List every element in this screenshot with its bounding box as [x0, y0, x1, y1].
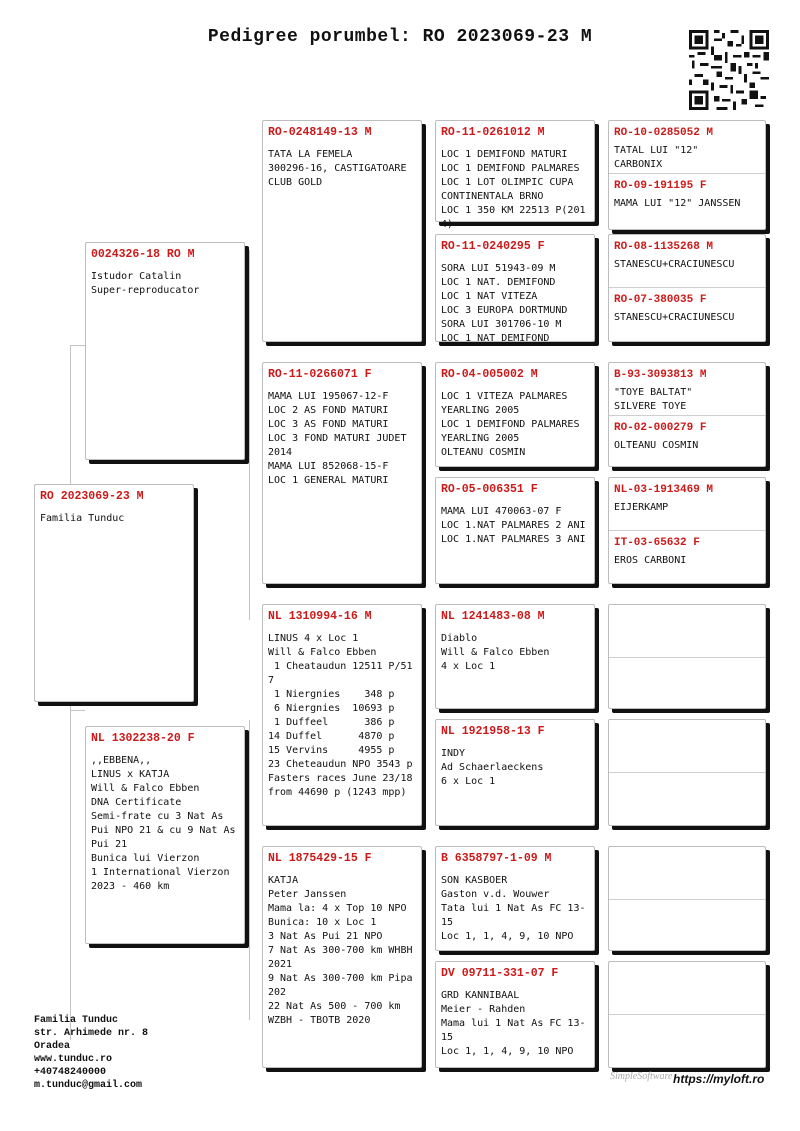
- pigeon-card[interactable]: [85, 242, 245, 460]
- pigeon-card[interactable]: [262, 604, 422, 826]
- connector-line: [596, 150, 597, 210]
- pigeon-info: LOC 1 VITEZA PALMARES YEARLING 2005 LOC 1 DEMIFOND PALMARES YEARLING 2005 OLTEANU COSMIN: [441, 391, 580, 458]
- ring-number: RO-11-0240295 F: [441, 240, 545, 253]
- ring-number: RO-11-0266071 F: [268, 368, 372, 381]
- pigeon-info: EIJERKAMP: [614, 502, 669, 513]
- connector-line: [596, 265, 597, 325]
- ring-number: RO-11-0261012 M: [441, 126, 545, 139]
- pigeon-card-pair[interactable]: [608, 120, 766, 230]
- pigeon-info: STANESCU+CRACIUNESCU: [614, 312, 735, 323]
- pigeon-cell-gen3: [436, 363, 594, 466]
- page-title: Pedigree porumbel: RO 2023069-23 M: [207, 27, 593, 47]
- pigeon-cell-gen4-empty: [609, 962, 765, 1014]
- ring-number: RO-0248149-13 M: [268, 126, 372, 139]
- ring-number: RO-09-191195 F: [614, 180, 707, 192]
- pigeon-card[interactable]: [435, 846, 595, 951]
- breeder-phone: +40748240000: [34, 1067, 107, 1078]
- pigeon-cell-gen4: [609, 173, 765, 231]
- ring-number: RO-05-006351 F: [441, 483, 538, 496]
- pigeon-cell-gen3: [436, 720, 594, 825]
- ring-number: NL-03-1913469 M: [614, 484, 714, 496]
- ring-number: NL 1875429-15 F: [268, 852, 372, 865]
- pigeon-info: TATA LA FEMELA 300296-16, CASTIGATOARE CLUB GOLD: [268, 149, 407, 188]
- pigeon-info: Diablo Will & Falco Ebben 4 x Loc 1: [441, 633, 550, 672]
- pigeon-cell-dam: [86, 727, 244, 943]
- pigeon-info: TATAL LUI "12" CARBONIX: [614, 145, 699, 170]
- pigeon-cell-gen4-empty: [609, 847, 765, 899]
- pigeon-cell-gen4: [609, 530, 765, 585]
- pigeon-cell-gen3: [436, 962, 594, 1067]
- ring-number: NL 1310994-16 M: [268, 610, 372, 623]
- pigeon-cell-gen4: [609, 415, 765, 468]
- ring-number: RO-04-005002 M: [441, 368, 538, 381]
- pigeon-card-pair[interactable]: [608, 604, 766, 709]
- pigeon-cell-gen4-empty: [609, 772, 765, 827]
- pigeon-card-pair[interactable]: [608, 362, 766, 467]
- pigeon-card-pair[interactable]: [608, 846, 766, 951]
- pigeon-cell-gen2: [263, 121, 421, 341]
- pigeon-card[interactable]: [435, 477, 595, 584]
- pigeon-info: OLTEANU COSMIN: [614, 440, 699, 451]
- pigeon-card[interactable]: [34, 484, 194, 702]
- qr-code-icon: [689, 30, 769, 110]
- pigeon-cell-gen2: [263, 363, 421, 583]
- pigeon-info: LOC 1 DEMIFOND MATURI LOC 1 DEMIFOND PALMARES LOC 1 LOT OLIMPIC CUPA CONTINENTALA BRNO LOC 1 350 KM 22513 P(201 4): [441, 149, 586, 230]
- pigeon-cell-gen3: [436, 121, 594, 230]
- pigeon-cell-gen4: [609, 235, 765, 287]
- connector-line: [423, 170, 424, 310]
- pigeon-cell-gen3: [436, 847, 594, 950]
- pigeon-info: STANESCU+CRACIUNESCU: [614, 259, 735, 270]
- ring-number: RO-02-000279 F: [614, 422, 707, 434]
- pigeon-cell-gen4-empty: [609, 605, 765, 657]
- pigeon-card[interactable]: [435, 234, 595, 342]
- pigeon-info: SORA LUI 51943-09 M LOC 1 NAT. DEMIFOND LOC 1 NAT VITEZA LOC 3 EUROPA DORTMUND SORA LUI 301706-10 M LOC 1 NAT DEMIFOND: [441, 263, 568, 344]
- pigeon-info: Istudor Catalin Super-reproducator: [91, 271, 200, 296]
- pigeon-info: GRD KANNIBAAL Meier - Rahden Mama lui 1 Nat As FC 13- 15 Loc 1, 1, 4, 9, 10 NPO: [441, 990, 586, 1057]
- pigeon-cell-gen3: [436, 605, 594, 708]
- pigeon-cell-gen2: [263, 847, 421, 1067]
- pigeon-card-pair[interactable]: [608, 234, 766, 342]
- pigeon-cell-gen3: [436, 478, 594, 583]
- pigeon-info: "TOYE BALTAT" SILVERE TOYE: [614, 387, 693, 412]
- pigeon-info: MAMA LUI 195067-12-F LOC 2 AS FOND MATURI LOC 3 AS FOND MATURI LOC 3 FOND MATURI JUDET 2014 MAMA LUI 852068-15-F LOC 1 GENERAL MATURI: [268, 391, 407, 486]
- pigeon-cell-gen4: [609, 121, 765, 173]
- pigeon-cell-subject: [35, 485, 193, 701]
- pigeon-cell-gen4-empty: [609, 657, 765, 710]
- pigeon-card[interactable]: [435, 961, 595, 1068]
- ring-number: B-93-3093813 M: [614, 369, 707, 381]
- breeder-contact: [34, 1014, 148, 1092]
- pigeon-cell-gen4: [609, 287, 765, 343]
- breeder-address: str. Arhimede nr. 8: [34, 1028, 149, 1039]
- connector-line: [70, 710, 85, 711]
- pigeon-cell-gen2: [263, 605, 421, 825]
- pigeon-info: ,,EBBENA,, LINUS x KATJA Will & Falco Ebben DNA Certificate Semi-frate cu 3 Nat As Pui NPO 21 & cu 9 Nat As Pui 21 Bunica lui Vierzon 1 International Vierzon 2023 - 460 km: [91, 755, 236, 892]
- pigeon-cell-gen4: [609, 478, 765, 530]
- pigeon-card[interactable]: [262, 846, 422, 1068]
- pigeon-card[interactable]: [262, 120, 422, 342]
- connector-line: [596, 505, 597, 565]
- pigeon-card[interactable]: [435, 362, 595, 467]
- pigeon-info: LINUS 4 x Loc 1 Will & Falco Ebben 1 Cheataudun 12511 P/51 7 1 Niergnies 348 p 6 Niergnies 10693 p 1 Duffeel 386 p 14 Duffel 4870 p 15 Vervins 4955 p 23 Cheteaudun NPO 3543 p Fasters races June 23/18 from 44690 p (1243 mpp): [268, 633, 413, 798]
- connector-line: [249, 250, 250, 620]
- pigeon-card[interactable]: [435, 120, 595, 230]
- ring-number: 0024326-18 RO M: [91, 248, 195, 261]
- pigeon-card[interactable]: [262, 362, 422, 584]
- pigeon-card[interactable]: [85, 726, 245, 944]
- ring-number: IT-03-65632 F: [614, 537, 700, 549]
- pigeon-info: INDY Ad Schaerlaeckens 6 x Loc 1: [441, 748, 544, 787]
- pigeon-info: EROS CARBONI: [614, 555, 687, 566]
- pigeon-cell-gen4-empty: [609, 720, 765, 772]
- connector-line: [423, 410, 424, 550]
- connector-line: [423, 890, 424, 1020]
- breeder-email[interactable]: m.tunduc@gmail.com: [34, 1080, 143, 1091]
- pigeon-card[interactable]: [435, 604, 595, 709]
- pigeon-cell-gen3: [436, 235, 594, 344]
- ring-number: RO-07-380035 F: [614, 294, 707, 306]
- ring-number: B 6358797-1-09 M: [441, 852, 552, 865]
- software-url-link[interactable]: https://myloft.ro: [673, 1072, 765, 1086]
- connector-line: [70, 345, 85, 346]
- connector-line: [249, 720, 250, 1020]
- pigeon-info: MAMA LUI 470063-07 F LOC 1.NAT PALMARES 2 ANI LOC 1.NAT PALMARES 3 ANI: [441, 506, 586, 545]
- ring-number: RO-08-1135268 M: [614, 241, 714, 253]
- pigeon-cell-gen4-empty: [609, 899, 765, 952]
- connector-line: [596, 385, 597, 445]
- pigeon-info: MAMA LUI "12" JANSSEN: [614, 198, 741, 209]
- ring-number: RO-10-0285052 M: [614, 127, 714, 139]
- software-logo: SimpleSoftware: [610, 1071, 673, 1082]
- connector-line: [423, 650, 424, 780]
- pigeon-info: Familia Tunduc: [40, 513, 125, 524]
- pigeon-card[interactable]: [435, 719, 595, 826]
- breeder-name: Familia Tunduc: [34, 1015, 119, 1026]
- ring-number: DV 09711-331-07 F: [441, 967, 559, 980]
- pigeon-info: SON KASBOER Gaston v.d. Wouwer Tata lui 1 Nat As FC 13- 15 Loc 1, 1, 4, 9, 10 NPO: [441, 875, 586, 942]
- pigeon-card-pair[interactable]: [608, 719, 766, 826]
- ring-number: NL 1241483-08 M: [441, 610, 545, 623]
- pigeon-card-pair[interactable]: [608, 961, 766, 1068]
- ring-number: NL 1921958-13 F: [441, 725, 545, 738]
- pigeon-cell-gen4: [609, 363, 765, 415]
- pigeon-cell-sire: [86, 243, 244, 459]
- breeder-city: Oradea: [34, 1041, 71, 1052]
- breeder-website[interactable]: www.tunduc.ro: [34, 1054, 113, 1065]
- ring-number: NL 1302238-20 F: [91, 732, 195, 745]
- pigeon-info: KATJA Peter Janssen Mama la: 4 x Top 10 NPO Bunica: 10 x Loc 1 3 Nat As Pui 21 NPO 7 Nat As 300-700 km WHBH 2021 9 Nat As 300-700 km Pipa 202 22 Nat As 500 - 700 km WZBH - TBOTB 2020: [268, 875, 413, 1026]
- pigeon-cell-gen4-empty: [609, 1014, 765, 1069]
- ring-number: RO 2023069-23 M: [40, 490, 144, 503]
- pigeon-card-pair[interactable]: [608, 477, 766, 584]
